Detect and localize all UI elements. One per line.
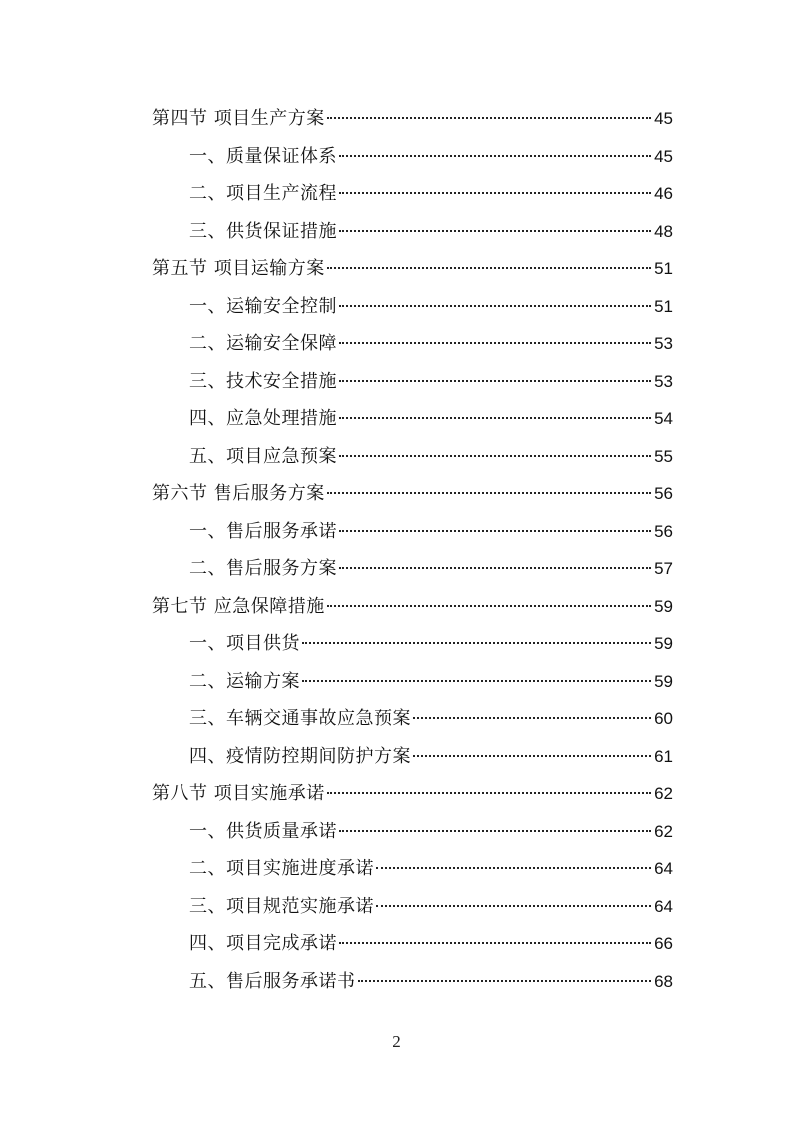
- toc-entry[interactable]: [189, 700, 673, 737]
- toc-dot-leader: [339, 305, 651, 307]
- toc-entry-page: 46: [654, 184, 673, 203]
- toc-entry-title: 四、应急处理措施: [189, 408, 337, 429]
- toc-entry-title: 五、项目应急预案: [189, 445, 337, 467]
- toc-entry[interactable]: [189, 850, 673, 887]
- toc-entry-page: 66: [654, 934, 673, 953]
- toc-entry[interactable]: [152, 250, 673, 287]
- toc-entry-page: 64: [654, 859, 673, 878]
- toc-dot-leader: [339, 830, 651, 832]
- page-number: 2: [392, 1032, 401, 1051]
- toc-entry-page: 57: [654, 559, 673, 578]
- toc-entry-title: 第八节 项目实施承诺: [152, 783, 325, 804]
- toc-entry[interactable]: [189, 438, 673, 475]
- toc-entry-title: 二、运输安全保障: [189, 333, 337, 354]
- toc-entry-page: 59: [654, 634, 673, 653]
- toc-entry[interactable]: [189, 138, 673, 175]
- toc-dot-leader: [339, 380, 651, 382]
- toc-entry-page: 62: [654, 821, 673, 841]
- toc-dot-leader: [413, 717, 651, 719]
- toc-entry-page: 45: [654, 146, 673, 166]
- toc-dot-leader: [339, 530, 651, 532]
- toc-entry-title: 三、供货保证措施: [189, 220, 337, 242]
- toc-dot-leader: [339, 342, 651, 344]
- toc-entry-title: 第四节 项目生产方案: [152, 108, 325, 129]
- toc-entry-page: 56: [654, 521, 673, 541]
- toc-entry[interactable]: [152, 775, 673, 812]
- toc-entry-title: 一、质量保证体系: [189, 145, 337, 167]
- toc-dot-leader: [376, 905, 651, 907]
- toc-dot-leader: [413, 755, 651, 757]
- toc-entry[interactable]: [189, 288, 673, 325]
- toc-entry-title: 三、车辆交通事故应急预案: [189, 708, 411, 729]
- toc-dot-leader: [327, 605, 651, 607]
- toc-entry[interactable]: [189, 813, 673, 850]
- toc-dot-leader: [302, 642, 651, 644]
- toc-entry[interactable]: [152, 475, 673, 512]
- toc-entry-page: 64: [654, 896, 673, 916]
- toc-dot-leader: [327, 267, 651, 269]
- toc-entry-title: 第五节 项目运输方案: [152, 258, 325, 279]
- toc-entry-page: 53: [654, 371, 673, 391]
- toc-entry-page: 62: [654, 784, 673, 803]
- toc-entry-title: 二、运输方案: [189, 670, 300, 692]
- toc-entry-title: 五、售后服务承诺书: [189, 970, 356, 992]
- toc-dot-leader: [339, 155, 651, 157]
- toc-entry-page: 61: [654, 746, 673, 766]
- toc-dot-leader: [302, 680, 651, 682]
- toc-entry[interactable]: [189, 925, 673, 962]
- toc-entry-page: 60: [654, 709, 673, 728]
- toc-entry-page: 54: [654, 409, 673, 428]
- toc-entry-title: 一、运输安全控制: [189, 295, 337, 317]
- toc-entry[interactable]: [152, 100, 673, 137]
- toc-entry[interactable]: [189, 738, 673, 775]
- toc-entry[interactable]: [189, 625, 673, 662]
- toc-entry-page: 59: [654, 671, 673, 691]
- toc-entry-title: 一、售后服务承诺: [189, 520, 337, 542]
- toc-dot-leader: [339, 417, 651, 419]
- toc-entry[interactable]: [189, 400, 673, 437]
- toc-entry[interactable]: [189, 963, 673, 1000]
- toc-dot-leader: [339, 455, 651, 457]
- toc-entry-title: 四、疫情防控期间防护方案: [189, 745, 411, 767]
- toc-entry-title: 一、供货质量承诺: [189, 820, 337, 842]
- toc-dot-leader: [327, 792, 651, 794]
- toc-entry[interactable]: [189, 213, 673, 250]
- toc-entry[interactable]: [189, 888, 673, 925]
- toc-dot-leader: [327, 117, 651, 119]
- toc-dot-leader: [339, 230, 651, 232]
- toc-dot-leader: [339, 942, 651, 944]
- toc-entry[interactable]: [189, 175, 673, 212]
- toc-entry-title: 三、技术安全措施: [189, 370, 337, 392]
- toc-entry-title: 第七节 应急保障措施: [152, 595, 325, 617]
- toc-entry-title: 三、项目规范实施承诺: [189, 895, 374, 917]
- toc-entry-title: 第六节 售后服务方案: [152, 483, 325, 504]
- toc-entry-page: 55: [654, 446, 673, 466]
- toc-entry-page: 68: [654, 971, 673, 991]
- toc-entry[interactable]: [189, 550, 673, 587]
- toc-dot-leader: [327, 492, 651, 494]
- toc-entry-title: 二、售后服务方案: [189, 558, 337, 579]
- toc-entry-page: 48: [654, 221, 673, 241]
- toc-entry-page: 59: [654, 596, 673, 616]
- toc-entry-title: 二、项目生产流程: [189, 183, 337, 204]
- toc-entry[interactable]: [189, 663, 673, 700]
- toc-dot-leader: [339, 192, 651, 194]
- toc-entry[interactable]: [189, 513, 673, 550]
- toc-entry-title: 二、项目实施进度承诺: [189, 858, 374, 879]
- toc-entry[interactable]: [189, 363, 673, 400]
- toc-entry-page: 45: [654, 109, 673, 128]
- toc-entry-title: 四、项目完成承诺: [189, 933, 337, 954]
- toc-entry[interactable]: [189, 325, 673, 362]
- toc-dot-leader: [358, 980, 652, 982]
- toc-entry-page: 51: [654, 296, 673, 316]
- toc-entry-title: 一、项目供货: [189, 633, 300, 654]
- toc-entry[interactable]: [152, 588, 673, 625]
- toc-dot-leader: [376, 867, 651, 869]
- toc-entry-page: 51: [654, 259, 673, 278]
- toc-entry-page: 56: [654, 484, 673, 503]
- toc-entry-page: 53: [654, 334, 673, 353]
- toc-dot-leader: [339, 567, 651, 569]
